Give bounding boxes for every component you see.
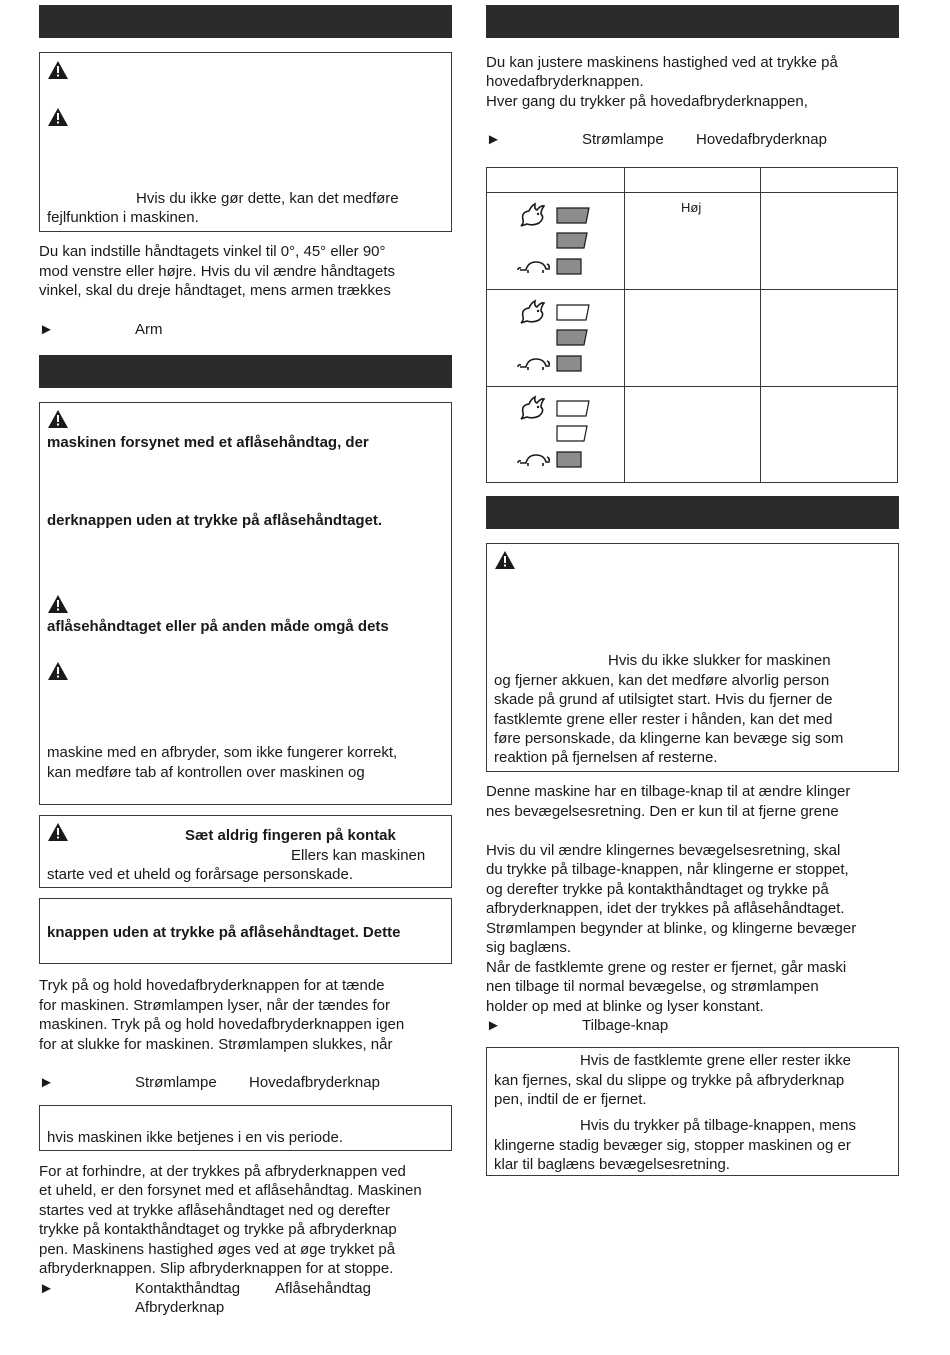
paragraph-line: pen. Maskinens hastighed øges ved at øge trykket på <box>39 1241 396 1258</box>
paragraph-line: sig baglæns. <box>486 939 572 956</box>
figure-label-power-lamp: Strømlampe <box>582 131 664 148</box>
turtle-icon <box>516 256 552 281</box>
power-lamp-indicator <box>556 304 590 321</box>
paragraph-line: Hver gang du trykker på hovedafbryderknappen, <box>486 93 808 110</box>
box-text: kan fjernes, skal du slippe og trykke på afbryderknap <box>494 1072 845 1089</box>
paragraph-line: og derefter trykke på kontakthåndtaget og trykke på <box>486 881 829 898</box>
section-header-bar <box>39 5 452 38</box>
figure-label-lock-lever: Aflåsehåndtag <box>275 1280 371 1297</box>
box-text: klingerne stadig bevæger sig, stopper maskinen og er <box>494 1137 851 1154</box>
paragraph-line: Du kan justere maskinens hastighed ved at trykke på <box>486 54 838 71</box>
figure-label-switch-trigger: Afbryderknap <box>135 1299 225 1316</box>
table-cell <box>624 289 761 387</box>
section-header-bar <box>39 355 452 388</box>
power-lamp-indicator <box>556 232 590 249</box>
table-cell <box>760 386 898 483</box>
table-cell <box>760 192 898 290</box>
box-text: og fjerner akkuen, kan det medføre alvorlig person <box>494 672 830 689</box>
box-text: fejlfunktion i maskinen. <box>47 209 199 226</box>
section-header-bar <box>486 496 899 529</box>
lamp-shape <box>557 330 587 345</box>
power-lamp-indicator <box>556 355 590 372</box>
paragraph-line: Strømlampen begynder at blinke, og klingerne bevæger <box>486 920 857 937</box>
paragraph-line: Tryk på og hold hovedafbryderknappen for at tænde <box>39 977 385 994</box>
figure-arrow: ► <box>39 1074 54 1091</box>
figure-label-main-switch: Hovedafbryderknap <box>696 131 827 148</box>
power-lamp-indicator <box>556 451 590 468</box>
paragraph-line: startes ved at trykke aflåsehåndtaget ned og derefter <box>39 1202 391 1219</box>
box-text: knappen uden at trykke på aflåsehåndtaget. Dette <box>47 924 401 941</box>
rabbit-icon <box>517 395 551 428</box>
box-text: klar til baglæns bevægelsesretning. <box>494 1156 730 1173</box>
power-lamp-indicator <box>556 425 590 442</box>
paragraph-line: holder op med at blinke og lyser konstant. <box>486 998 764 1015</box>
table-header-cell <box>624 167 761 193</box>
box-text: fastklemte grene eller rester i hånden, kan det med <box>494 711 833 728</box>
paragraph-line: maskinen. Tryk på og hold hovedafbryderknappen igen <box>39 1016 405 1033</box>
section-header-bar <box>486 5 899 38</box>
paragraph-line: afbryderknappen, idet der trykkes på aflåsehåndtaget. <box>486 900 845 917</box>
figure-label-power-lamp: Strømlampe <box>135 1074 217 1091</box>
rabbit-icon <box>517 299 551 332</box>
lamp-shape <box>557 259 581 274</box>
box-text: Hvis de fastklemte grene eller rester ikke <box>580 1052 851 1069</box>
paragraph-line: for maskinen. Strømlampen lyser, når der tændes for <box>39 997 390 1014</box>
lamp-shape <box>557 452 581 467</box>
paragraph-line: for at slukke for maskinen. Strømlampen slukkes, når <box>39 1036 393 1053</box>
paragraph-line: Når de fastklemte grene og rester er fjernet, går maski <box>486 959 847 976</box>
box-text: Sæt aldrig fingeren på kontak <box>185 827 396 844</box>
rabbit-icon <box>517 202 551 235</box>
figure-arrow: ► <box>486 1017 501 1034</box>
box-text: aflåsehåndtaget eller på anden måde omgå dets <box>47 618 389 635</box>
box-text: Ellers kan maskinen <box>291 847 426 864</box>
paragraph-line: nes bevægelsesretning. Den er kun til at fjerne grene <box>486 803 839 820</box>
box-text: maskinen forsynet med et aflåsehåndtag, der <box>47 434 369 451</box>
box-text: skade på grund af utilsigtet start. Hvis du fjerner de <box>494 691 833 708</box>
box-text: Hvis du ikke slukker for maskinen <box>608 652 831 669</box>
table-cell <box>624 386 761 483</box>
paragraph-line: du trykke på tilbage-knappen, når klingerne er stoppet, <box>486 861 849 878</box>
paragraph-line: nen tilbage til normal bevægelse, og strømlampen <box>486 978 819 995</box>
lamp-shape <box>557 233 587 248</box>
box-text: pen, indtil de er fjernet. <box>494 1091 647 1108</box>
paragraph-line: mod venstre eller højre. Hvis du vil ændre håndtagets <box>39 263 396 280</box>
lamp-shape <box>557 356 581 371</box>
paragraph-line: For at forhindre, at der trykkes på afbryderknappen ved <box>39 1163 406 1180</box>
power-lamp-indicator <box>556 207 590 224</box>
box-text: Hvis du trykker på tilbage-knappen, mens <box>580 1117 856 1134</box>
figure-arrow: ► <box>39 1280 54 1297</box>
box-text: føre personskade, da klingerne kan bevæge sig som <box>494 730 844 747</box>
figure-arrow: ► <box>486 131 501 148</box>
box-text: maskine med en afbryder, som ikke fungerer korrekt, <box>47 744 398 761</box>
box-text: reaktion på fjernelsen af resterne. <box>494 749 718 766</box>
figure-label-main-switch: Hovedafbryderknap <box>249 1074 380 1091</box>
figure-label-reverse-button: Tilbage-knap <box>582 1017 669 1034</box>
paragraph-line: Denne maskine har en tilbage-knap til at ændre klinger <box>486 783 851 800</box>
paragraph-line: afbryderknappen. Slip afbryderknappen for at stoppe. <box>39 1260 394 1277</box>
figure-label-contact-lever: Kontakthåndtag <box>135 1280 241 1297</box>
box-text: starte ved et uheld og forårsage personskade. <box>47 866 354 883</box>
box-text: Hvis du ikke gør dette, kan det medføre <box>136 190 399 207</box>
paragraph-line: et uheld, er den forsynet med et aflåsehåndtag. Maskinen <box>39 1182 422 1199</box>
table-header-cell <box>760 167 898 193</box>
power-lamp-indicator <box>556 258 590 275</box>
box-text: derknappen uden at trykke på aflåsehåndtaget. <box>47 512 383 529</box>
box-text: hvis maskinen ikke betjenes i en vis periode. <box>47 1129 343 1146</box>
paragraph-line: vinkel, skal du dreje håndtaget, mens armen trækkes <box>39 282 391 299</box>
turtle-icon <box>516 353 552 378</box>
figure-arrow: ► <box>39 321 54 338</box>
lamp-shape <box>557 426 587 441</box>
turtle-icon <box>516 449 552 474</box>
table-cell <box>760 289 898 387</box>
power-lamp-indicator <box>556 329 590 346</box>
power-lamp-indicator <box>556 400 590 417</box>
paragraph-line: hovedafbryderknappen. <box>486 73 644 90</box>
paragraph-line: Du kan indstille håndtagets vinkel til 0°, 45° eller 90° <box>39 243 386 260</box>
lamp-shape <box>557 305 589 320</box>
figure-label-arm: Arm <box>135 321 163 338</box>
lamp-shape <box>557 401 589 416</box>
speed-label-high: Høj <box>681 200 702 215</box>
paragraph-line: Hvis du vil ændre klingernes bevægelsesretning, skal <box>486 842 841 859</box>
table-header-cell <box>486 167 625 193</box>
box-text: kan medføre tab af kontrollen over maskinen og <box>47 764 365 781</box>
lamp-shape <box>557 208 589 223</box>
paragraph-line: trykke på kontakthåndtaget og trykke på afbryderknap <box>39 1221 397 1238</box>
